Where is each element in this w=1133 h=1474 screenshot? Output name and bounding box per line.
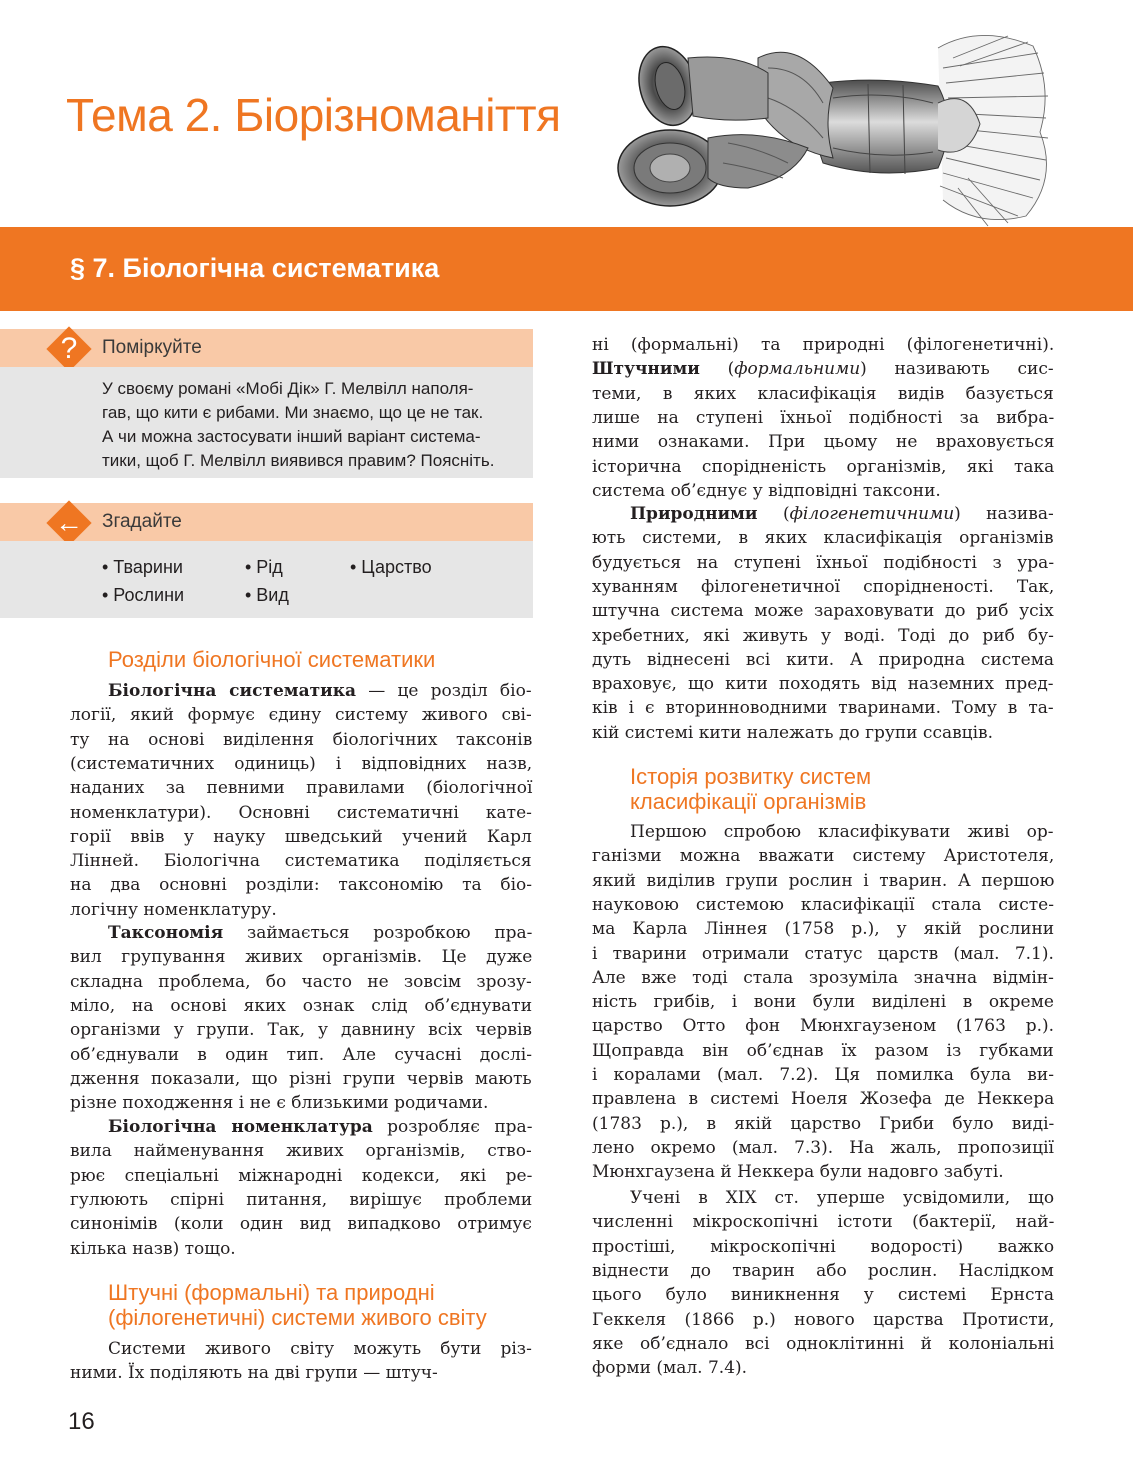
text-line: Системи живого світу можуть бути різ- [108,1339,532,1359]
text-line: простіші, мікроскопічні водорості) важко [592,1236,1055,1257]
text-line: науковою системою класифікації стала систе- [592,894,1054,915]
text-line: ма Карла Ліннея (1758 р.), у якій рослини [592,919,1055,940]
recall-box-label: Згадайте [102,511,182,532]
text-line: теми, в яких класифікація видів базується [592,383,1054,404]
heading-sections [108,647,435,672]
text-line: який виділив групи рослин і тварин. А першою [592,870,1055,891]
heading-line: (філогенетичні) системи живого світу [108,1305,487,1330]
heading-line: Історія розвитку систем [630,764,872,789]
section-banner [0,227,1133,311]
text-line: ність грибів, і вони були виділені в окреме [592,992,1054,1013]
text-line: кілька назв) тощо. [70,1238,236,1259]
text-line: логічну номенклатуру. [70,899,277,920]
text-line: ганізми можна вважати систему Аристотеля, [592,846,1055,867]
text-line: ють системи, в яких класифікація організмів [592,528,1054,549]
text-line: кій системі кити належать до групи ссавців. [592,722,994,743]
recall-item: • Рід [245,557,283,577]
text-line: ними ознаками. При цьому не враховується [592,432,1055,453]
text-line: Природними (філогенетичними) назива- [630,504,1054,524]
section-title: § 7. Біологічна систематика [70,253,440,283]
text-line: наданих за певними правилами (біологічної [70,778,533,799]
text-line: хребетних, які живуть у воді. Тоді до риб бу- [592,625,1054,646]
text-line: Таксономія займається розробкою пра- [108,923,533,943]
text-line: дуть віднесені всі кити. А природна система [592,649,1055,670]
text-line: правлена в системі Ноеля Жозефа де Неккера [592,1089,1055,1110]
text-line: Штучними (формальними) називають сис- [592,359,1054,380]
text-line: Біологічна номенклатура розробляє пра- [108,1117,533,1137]
think-line: А чи можна застосувати інший варіант система- [102,427,481,446]
text-line: лише на ступені їхньої подібності за вибра- [592,407,1055,428]
text-line: ту на основі виділення біологічних таксонів [70,729,533,750]
text-line: Щоправда він об’єднав їх разом із губками [592,1040,1054,1061]
arrow-left-icon: ← [55,507,83,538]
text-line: лено окремо (мал. 7.3). На жаль, пропозиції [592,1137,1054,1158]
siphonophore-illustration [608,28,1048,228]
text-line: Першою спробою класифікувати живі ор- [630,822,1054,842]
recall-box-body [0,541,533,618]
text-line: історична спорідненість організмів, які така [592,456,1055,477]
text-line: дження показали, що різні групи червів мають [70,1068,532,1089]
heading-sections-text: Розділи біологічної систематики [108,647,436,672]
question-mark-icon: ? [60,332,78,365]
text-line: Мюнхгаузена й Неккера були надовго забуті. [592,1162,1004,1183]
text-line: рює спеціальні міжнародні кодекси, які ре- [70,1165,533,1186]
text-line: синонімів (коли один вид випадково отримує [70,1214,532,1235]
recall-item: • Рослини [102,585,185,605]
text-line: Але вже тоді стала зрозуміла значна відмін- [592,967,1054,988]
think-line: У своєму романі «Мобі Дік» Г. Мелвілл наполя- [102,379,474,398]
text-line: ків і є вторинноводними тваринами. Тому в та- [592,698,1054,719]
text-line: і тварини отримали статус царств (мал. 7.1). [592,943,1054,964]
recall-item: • Тварини [102,557,183,577]
think-line: тики, щоб Г. Мелвілл виявився правим? Поясніть. [102,451,495,470]
text-line: віднести до тварин або рослин. Наслідком [592,1260,1054,1281]
recall-item: • Царство [350,557,432,577]
text-line: ні (формальні) та природні (філогенетичні). [592,335,1055,355]
text-line: система об’єднує у відповідні таксони. [592,480,941,501]
text-line: враховує, що кити походять від наземних пред- [592,674,1054,695]
heading-line: класифікації організмів [630,789,867,814]
text-line: і коралами (мал. 7.2). Ця помилка була ви- [592,1065,1054,1085]
text-line: штучна система може зараховувати до риб усіх [592,601,1054,622]
think-line: гав, що кити є рибами. Ми знаємо, що це не так. [102,403,484,422]
text-line: різне походження і не є близькими родичами. [70,1093,489,1114]
text-line: Учені в XIX ст. уперше усвідомили, що [630,1188,1055,1208]
text-line: ними. Їх поділяють на дві групи — штуч- [70,1363,438,1384]
text-line: Геккеля (1866 р.) нового царства Протисти, [592,1309,1055,1330]
text-line: об’єднували в один тип. Але сучасні дослі- [70,1044,532,1065]
text-line: цього було виникнення у системі Ернста [592,1285,1055,1306]
think-box-label: Поміркуйте [102,337,202,358]
heading-line: Штучні (формальні) та природні [108,1280,435,1305]
text-line: складна проблема, бо часто не зовсім зрозу- [70,971,532,992]
recall-item: • Вид [245,585,289,605]
text-line: царство Отто фон Мюнхгаузеном (1763 р.). [592,1016,1055,1037]
text-line: Лінней. Біологічна систематика поділяється [70,851,532,872]
text-line: будується на ступені їхньої подібності з ура- [592,552,1055,573]
text-line: гулюють спірні питання, вирішує проблеми [70,1189,533,1210]
text-line: на два основні розділи: таксономію та біо- [70,875,533,896]
think-box-body [0,367,533,478]
text-line: номенклатури). Основні систематичні кате- [70,802,532,823]
text-line: (систематичних одиниць) і відповідних назв, [70,753,533,774]
text-line: вила найменування живих організмів, ство- [70,1141,532,1162]
text-line: міло, на основі яких ознак слід об’єднувати [70,995,533,1016]
think-box-text [102,377,512,473]
topic-title: Тема 2. Біорізноманіття [66,89,561,141]
text-line: Біологічна систематика — це розділ біо- [108,681,532,701]
text-line: хуванням філогенетичної спорідненості. Так, [592,576,1055,597]
text-line: яке об’єднало всі одноклітинні й колоніальні [592,1333,1055,1354]
text-line: (1783 р.), в якій царство Гриби було виді- [592,1113,1055,1134]
heading-artificial-natural [108,1280,487,1330]
text-line: вил групування живих організмів. Це дуже [70,947,533,968]
heading-history [630,764,871,814]
page-number: 16 [68,1408,95,1435]
text-line: горії ввів у науку шведський учений Карл [70,826,532,847]
text-line: форми (мал. 7.4). [592,1358,748,1379]
text-line: організми у групи. Так, у давнину всіх червів [70,1020,532,1041]
text-line: логії, який формує єдину систему живого сві- [70,705,532,726]
text-line: численні мікроскопічні істоти (бактерії, най- [592,1212,1055,1233]
